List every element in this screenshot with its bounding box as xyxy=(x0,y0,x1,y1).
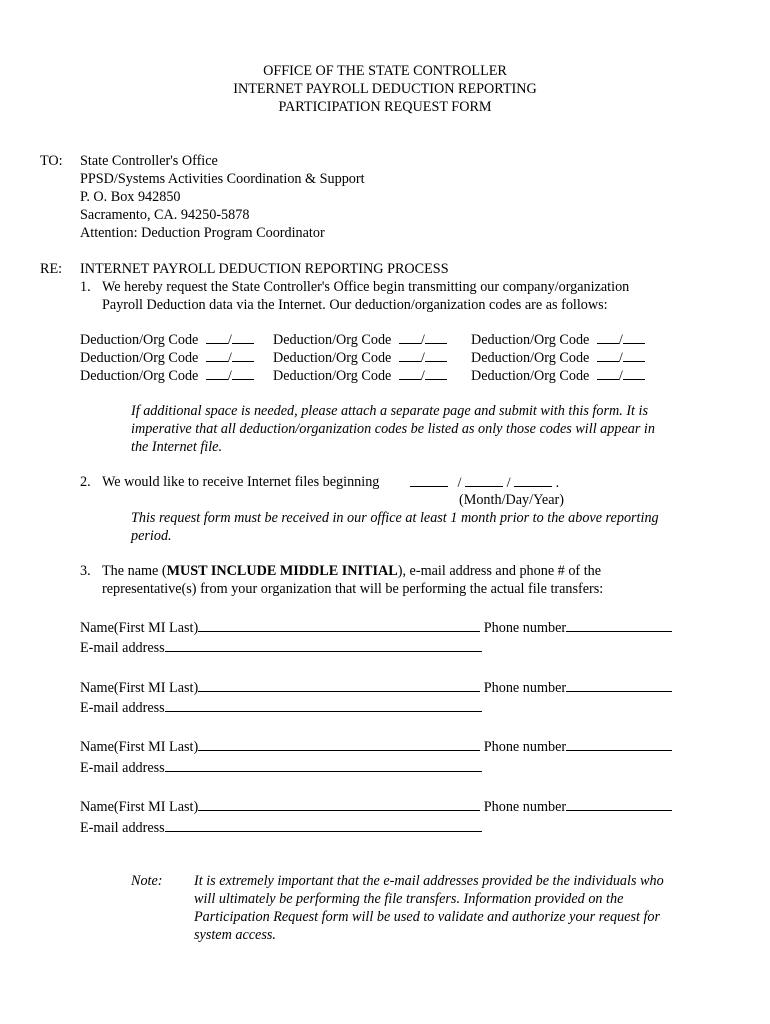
deduction-code-blank[interactable] xyxy=(399,366,421,380)
deduction-code-separator: / xyxy=(420,350,425,366)
deduction-code-separator: / xyxy=(420,368,425,384)
rep-phone-label: Phone number xyxy=(483,620,567,636)
org-code-blank[interactable] xyxy=(623,348,645,362)
deduction-code-separator: / xyxy=(227,368,232,384)
rep-name-label: Name(First MI Last) xyxy=(80,680,199,696)
rep-email-label: E-mail address xyxy=(80,700,165,716)
date-format-hint: (Month/Day/Year) xyxy=(459,492,564,508)
start-year-blank[interactable] xyxy=(514,473,552,487)
item-2-number: 2. xyxy=(80,474,91,490)
deduction-code-label: Deduction/Org Code xyxy=(471,368,590,384)
rep-name-row xyxy=(80,737,672,756)
deduction-code-field[interactable] xyxy=(80,366,254,385)
deduction-code-label: Deduction/Org Code xyxy=(273,350,392,366)
start-month-blank[interactable] xyxy=(410,473,448,487)
deduction-code-separator: / xyxy=(618,332,623,348)
rep-name-field[interactable] xyxy=(198,797,480,811)
date-separator: / xyxy=(457,475,462,491)
deduction-code-label: Deduction/Org Code xyxy=(471,332,590,348)
final-note-label: Note: xyxy=(131,873,163,889)
final-note-line-3: Participation Request form will be used to validate and authorize your request for xyxy=(194,909,661,925)
form-header-line-2: INTERNET PAYROLL DEDUCTION REPORTING xyxy=(233,81,537,97)
rep-email-row xyxy=(80,818,482,837)
item-1-line-1: We hereby request the State Controller's Office begin transmitting our company/organization xyxy=(102,279,630,295)
rep-name-row xyxy=(80,797,672,816)
rep-phone-label: Phone number xyxy=(483,680,567,696)
deduction-code-blank[interactable] xyxy=(206,366,228,380)
rep-name-label: Name(First MI Last) xyxy=(80,739,199,755)
rep-name-row xyxy=(80,618,672,637)
rep-email-row xyxy=(80,638,482,657)
codes-note-line-2: imperative that all deduction/organization codes be listed as only those codes will appear in xyxy=(131,421,655,437)
rep-email-label: E-mail address xyxy=(80,820,165,836)
to-line-2: PPSD/Systems Activities Coordination & Support xyxy=(80,171,365,187)
start-date-field[interactable] xyxy=(410,473,559,492)
to-line-3: P. O. Box 942850 xyxy=(80,189,181,205)
rep-email-field[interactable] xyxy=(165,638,482,652)
date-end-period: . xyxy=(555,475,560,491)
re-subject: INTERNET PAYROLL DEDUCTION REPORTING PROCESS xyxy=(80,261,449,277)
rep-name-field[interactable] xyxy=(198,678,480,692)
rep-name-row xyxy=(80,678,672,697)
org-code-blank[interactable] xyxy=(232,330,254,344)
rep-phone-field[interactable] xyxy=(566,678,672,692)
to-line-1: State Controller's Office xyxy=(80,153,218,169)
rep-email-row xyxy=(80,758,482,777)
deduction-code-field[interactable] xyxy=(471,366,645,385)
codes-note-line-3: the Internet file. xyxy=(131,439,223,455)
rep-phone-field[interactable] xyxy=(566,737,672,751)
rep-phone-label: Phone number xyxy=(483,739,567,755)
org-code-blank[interactable] xyxy=(425,330,447,344)
rep-email-field[interactable] xyxy=(165,758,482,772)
deduction-code-blank[interactable] xyxy=(597,330,619,344)
rep-email-field[interactable] xyxy=(165,698,482,712)
deduction-code-field[interactable] xyxy=(471,330,645,349)
rep-phone-label: Phone number xyxy=(483,799,567,815)
deduction-code-field[interactable] xyxy=(273,348,447,367)
deduction-code-label: Deduction/Org Code xyxy=(80,368,199,384)
item-2-note-line-1: This request form must be received in our office at least 1 month prior to the above reporting xyxy=(131,510,659,526)
item-3-text-after: ), e-mail address and phone # of the xyxy=(397,563,602,579)
codes-note-line-1: If additional space is needed, please attach a separate page and submit with this form. It is xyxy=(131,403,649,419)
item-2-note-line-2: period. xyxy=(131,528,172,544)
org-code-blank[interactable] xyxy=(232,348,254,362)
start-day-blank[interactable] xyxy=(465,473,503,487)
deduction-code-separator: / xyxy=(420,332,425,348)
deduction-code-field[interactable] xyxy=(80,330,254,349)
deduction-code-label: Deduction/Org Code xyxy=(80,332,199,348)
item-1-line-2: Payroll Deduction data via the Internet. Our deduction/organization codes are as follows: xyxy=(102,297,608,313)
item-3-line-1 xyxy=(102,562,601,580)
deduction-code-blank[interactable] xyxy=(399,330,421,344)
date-separator: / xyxy=(506,475,511,491)
final-note-line-2: will ultimately be performing the file transfers. Information provided on the xyxy=(194,891,624,907)
deduction-code-separator: / xyxy=(618,368,623,384)
deduction-code-label: Deduction/Org Code xyxy=(273,332,392,348)
to-line-4: Sacramento, CA. 94250-5878 xyxy=(80,207,250,223)
to-line-5: Attention: Deduction Program Coordinator xyxy=(80,225,325,241)
rep-email-label: E-mail address xyxy=(80,640,165,656)
org-code-blank[interactable] xyxy=(623,330,645,344)
deduction-code-blank[interactable] xyxy=(597,348,619,362)
item-3-number: 3. xyxy=(80,563,91,579)
rep-phone-field[interactable] xyxy=(566,797,672,811)
item-3-line-2: representative(s) from your organization that will be performing the actual file transfers: xyxy=(102,581,604,597)
item-2-text: We would like to receive Internet files beginning xyxy=(102,474,380,490)
rep-email-row xyxy=(80,698,482,717)
form-header-line-1: OFFICE OF THE STATE CONTROLLER xyxy=(263,63,507,79)
deduction-code-field[interactable] xyxy=(80,348,254,367)
deduction-code-label: Deduction/Org Code xyxy=(273,368,392,384)
rep-phone-field[interactable] xyxy=(566,618,672,632)
rep-name-label: Name(First MI Last) xyxy=(80,799,199,815)
org-code-blank[interactable] xyxy=(425,348,447,362)
form-header-line-3: PARTICIPATION REQUEST FORM xyxy=(278,99,492,115)
to-label: TO: xyxy=(40,153,63,169)
final-note-line-1: It is extremely important that the e-mail addresses provided be the individuals who xyxy=(194,873,664,889)
deduction-code-label: Deduction/Org Code xyxy=(471,350,590,366)
item-3-emphasis: MUST INCLUDE MIDDLE INITIAL xyxy=(166,563,398,579)
deduction-code-blank[interactable] xyxy=(206,330,228,344)
deduction-code-field[interactable] xyxy=(273,330,447,349)
item-3-text-before: The name ( xyxy=(102,563,167,579)
deduction-code-field[interactable] xyxy=(273,366,447,385)
rep-name-field[interactable] xyxy=(198,737,480,751)
deduction-code-blank[interactable] xyxy=(597,366,619,380)
deduction-code-separator: / xyxy=(227,350,232,366)
deduction-code-blank[interactable] xyxy=(206,348,228,362)
re-label: RE: xyxy=(40,261,63,277)
deduction-code-blank[interactable] xyxy=(399,348,421,362)
rep-email-label: E-mail address xyxy=(80,760,165,776)
org-code-blank[interactable] xyxy=(232,366,254,380)
final-note-line-4: system access. xyxy=(194,927,276,943)
deduction-code-separator: / xyxy=(618,350,623,366)
org-code-blank[interactable] xyxy=(425,366,447,380)
rep-email-field[interactable] xyxy=(165,818,482,832)
item-1-number: 1. xyxy=(80,279,91,295)
rep-name-label: Name(First MI Last) xyxy=(80,620,199,636)
deduction-code-field[interactable] xyxy=(471,348,645,367)
deduction-code-separator: / xyxy=(227,332,232,348)
org-code-blank[interactable] xyxy=(623,366,645,380)
deduction-code-label: Deduction/Org Code xyxy=(80,350,199,366)
rep-name-field[interactable] xyxy=(198,618,480,632)
